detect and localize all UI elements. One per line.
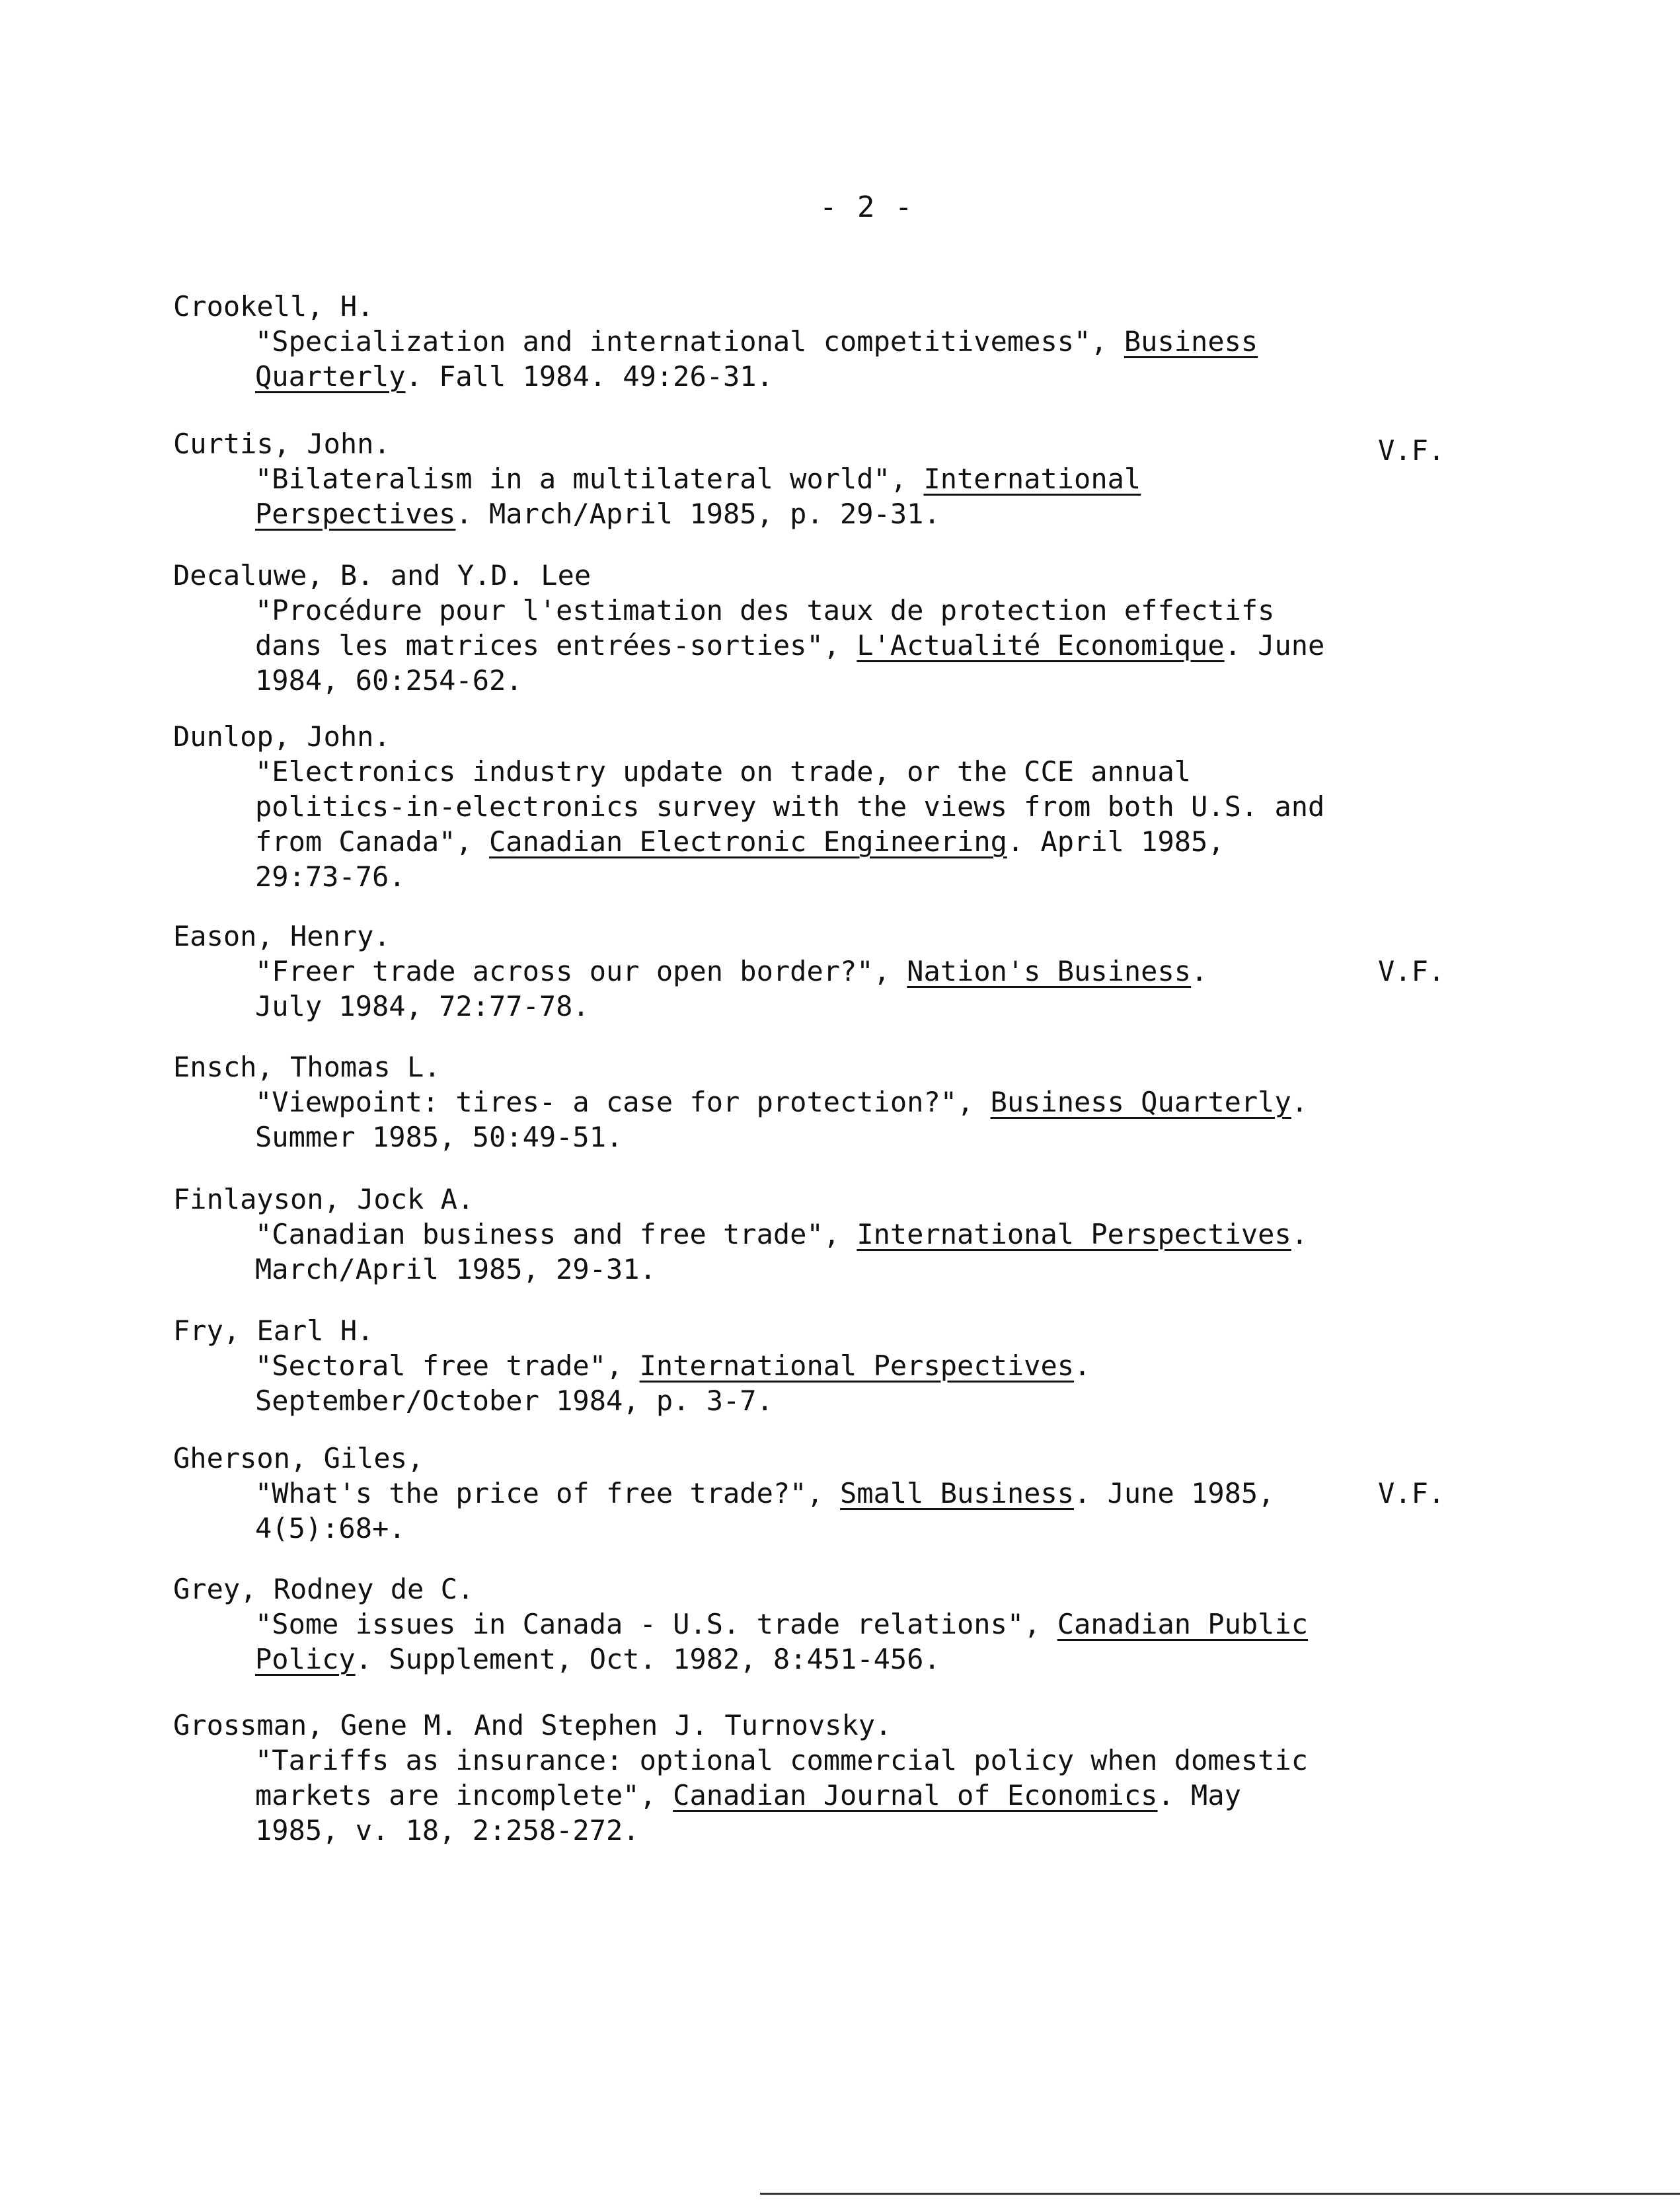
journal-title: Business bbox=[1124, 325, 1258, 358]
entry-citation bbox=[173, 1607, 1429, 1642]
citation-text: "Some issues in Canada - U.S. trade relations", bbox=[255, 1608, 1057, 1640]
journal-title: Policy bbox=[255, 1643, 356, 1675]
citation-text: . Fall 1984. 49:26-31. bbox=[405, 360, 773, 393]
entry-citation bbox=[173, 1217, 1429, 1252]
citation-text: "Canadian business and free trade", bbox=[255, 1218, 857, 1250]
bibliography-entry bbox=[173, 1182, 1429, 1287]
citation-text: . Supplement, Oct. 1982, 8:451-456. bbox=[355, 1643, 940, 1675]
bibliography-entry bbox=[173, 1313, 1429, 1418]
journal-title: Nation's Business bbox=[907, 955, 1192, 987]
entry-author: Grossman, Gene M. And Stephen J. Turnovsky. bbox=[173, 1709, 892, 1741]
entry-citation bbox=[173, 1642, 1429, 1677]
entry-author: Curtis, John. bbox=[173, 428, 391, 460]
entry-author: Crookell, H. bbox=[173, 290, 374, 322]
entry-citation: March/April 1985, 29-31. bbox=[255, 1253, 656, 1285]
entry-author: Eason, Henry. bbox=[173, 920, 391, 952]
entry-citation: "Electronics industry update on trade, or the CCE annual bbox=[255, 755, 1192, 788]
citation-text: "Freer trade across our open border?", bbox=[255, 955, 907, 987]
bibliography-entry bbox=[173, 1708, 1429, 1848]
citation-text: . bbox=[1074, 1349, 1091, 1382]
bibliography-entry bbox=[173, 1441, 1429, 1546]
page-number: - 2 - bbox=[820, 190, 914, 224]
entry-author: Finlayson, Jock A. bbox=[173, 1183, 475, 1215]
entry-author: Gherson, Giles, bbox=[173, 1442, 424, 1474]
bibliography-entry bbox=[173, 1572, 1429, 1677]
entry-citation bbox=[173, 1084, 1429, 1119]
entry-citation: 4(5):68+. bbox=[255, 1512, 406, 1544]
entry-citation: 1984, 60:254-62. bbox=[255, 664, 523, 697]
citation-text: from Canada", bbox=[255, 825, 490, 858]
bottom-edge-rule bbox=[760, 2193, 1680, 2195]
entry-citation: 1985, v. 18, 2:258-272. bbox=[255, 1814, 640, 1846]
bibliography-entry bbox=[173, 558, 1429, 698]
journal-title: Perspectives bbox=[255, 498, 456, 530]
entry-citation bbox=[173, 359, 1429, 394]
journal-title: Canadian Electronic Engineering bbox=[489, 825, 1007, 858]
entry-citation: "Tariffs as insurance: optional commercial policy when domestic bbox=[255, 1744, 1309, 1776]
citation-text: "Specialization and international competitivemess", bbox=[255, 325, 1124, 358]
entry-citation bbox=[173, 461, 1429, 496]
citation-text: markets are incomplete", bbox=[255, 1779, 673, 1811]
journal-title: International bbox=[923, 463, 1141, 495]
journal-title: International Perspectives bbox=[639, 1349, 1075, 1382]
citation-text: "Sectoral free trade", bbox=[255, 1349, 640, 1382]
journal-title: L'Actualité Economique bbox=[857, 629, 1225, 662]
journal-title: International Perspectives bbox=[857, 1218, 1291, 1250]
entry-citation: September/October 1984, p. 3-7. bbox=[255, 1384, 773, 1417]
citation-text: . bbox=[1291, 1086, 1309, 1118]
citation-text: . bbox=[1191, 955, 1208, 987]
citation-text: "What's the price of free trade?", bbox=[255, 1477, 841, 1509]
journal-title: Canadian Journal of Economics bbox=[673, 1779, 1158, 1811]
entry-citation bbox=[173, 824, 1429, 859]
vertical-file-mark: V.F. bbox=[1378, 955, 1445, 987]
vertical-file-mark: V.F. bbox=[1378, 1477, 1445, 1509]
citation-text: "Bilateralism in a multilateral world", bbox=[255, 463, 924, 495]
entry-citation bbox=[173, 324, 1429, 359]
entry-author: Grey, Rodney de C. bbox=[173, 1573, 475, 1605]
entry-author: Decaluwe, B. and Y.D. Lee bbox=[173, 559, 592, 591]
entry-citation: "Procédure pour l'estimation des taux de protection effectifs bbox=[255, 594, 1275, 626]
citation-text: . May bbox=[1157, 1779, 1241, 1811]
entry-citation bbox=[173, 628, 1429, 663]
entry-citation bbox=[173, 1778, 1429, 1813]
citation-text: dans les matrices entrées-sorties", bbox=[255, 629, 857, 662]
journal-title: Canadian Public bbox=[1057, 1608, 1309, 1640]
entry-author: Fry, Earl H. bbox=[173, 1314, 374, 1347]
entry-citation: politics-in-electronics survey with the views from both U.S. and bbox=[255, 790, 1325, 823]
entry-citation: Summer 1985, 50:49-51. bbox=[255, 1121, 623, 1153]
citation-text: "Viewpoint: tires- a case for protection?", bbox=[255, 1086, 991, 1118]
entry-citation: 29:73-76. bbox=[255, 860, 406, 893]
bibliography-entry bbox=[173, 289, 1429, 394]
vertical-file-mark: V.F. bbox=[1378, 434, 1445, 467]
citation-text: . April 1985, bbox=[1007, 825, 1225, 858]
journal-title: Small Business bbox=[840, 1477, 1075, 1509]
citation-text: . June bbox=[1224, 629, 1325, 662]
citation-text: . bbox=[1291, 1218, 1309, 1250]
bibliography-entry bbox=[173, 919, 1429, 1024]
journal-title: Quarterly bbox=[255, 360, 406, 393]
entry-author: Ensch, Thomas L. bbox=[173, 1051, 441, 1083]
citation-text: . June 1985, bbox=[1074, 1477, 1275, 1509]
citation-text: . March/April 1985, p. 29-31. bbox=[455, 498, 940, 530]
entry-author: Dunlop, John. bbox=[173, 720, 391, 753]
bibliography-entry bbox=[173, 719, 1429, 894]
bibliography-entry bbox=[173, 426, 1429, 531]
entry-citation bbox=[173, 1348, 1429, 1383]
bibliography-entry bbox=[173, 1049, 1429, 1155]
journal-title: Business Quarterly bbox=[990, 1086, 1291, 1118]
entry-citation: July 1984, 72:77-78. bbox=[255, 990, 590, 1022]
entry-citation bbox=[173, 954, 1429, 989]
entry-citation bbox=[173, 1476, 1429, 1511]
entry-citation bbox=[173, 496, 1429, 531]
